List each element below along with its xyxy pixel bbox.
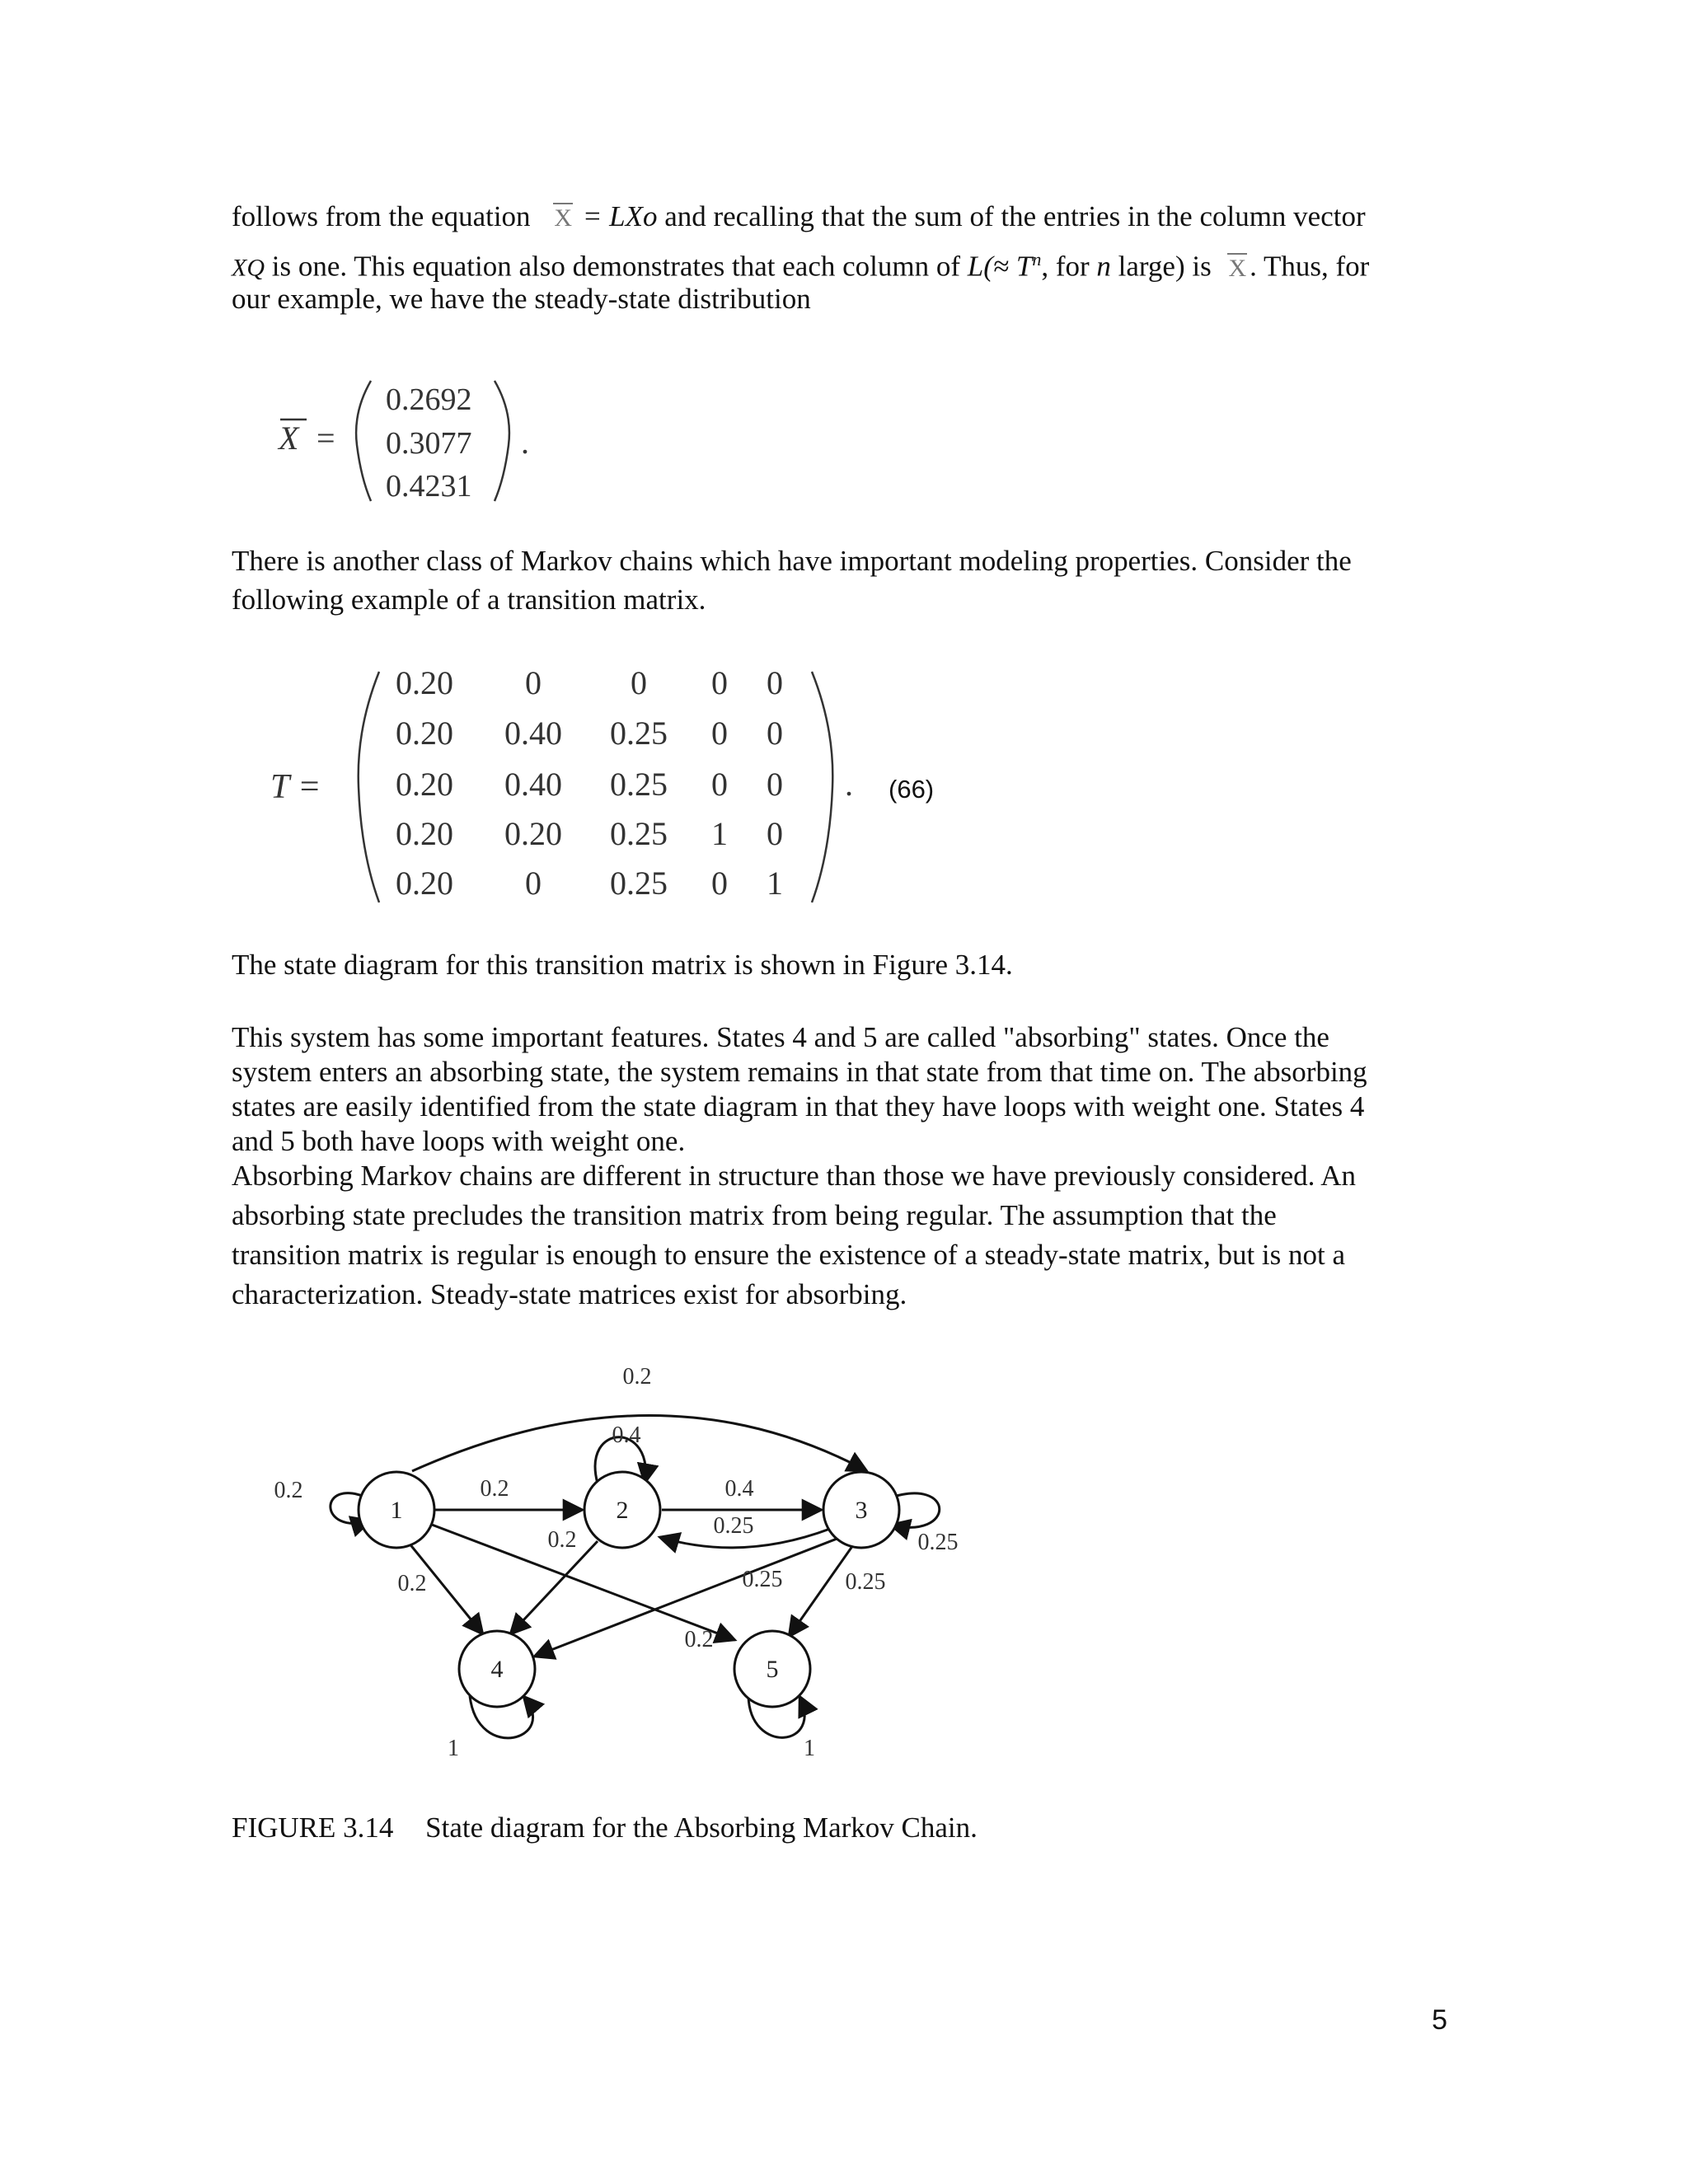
edge-label-1-4: 0.2 (397, 1571, 427, 1596)
paragraph-line: our example, we have the steady-state distribution (232, 283, 811, 315)
vector-entry: 0.4231 (386, 469, 472, 504)
steady-state-equation (264, 354, 643, 519)
edge-label-loop-5: 1 (804, 1736, 815, 1761)
text-run: , for (1041, 250, 1090, 283)
vector-entry: 0.2692 (386, 382, 472, 417)
node-label: 4 (490, 1656, 504, 1683)
paragraph-line: absorbing state precludes the transition matrix from being regular. The assumption that the (232, 1199, 1277, 1231)
figure-label: FIGURE 3.14 (232, 1811, 394, 1844)
text-run: L(≈ T (967, 250, 1033, 283)
edge-label-3-2: 0.25 (713, 1513, 754, 1539)
paragraph-line: characterization. Steady-state matrices exist for absorbing. (232, 1278, 907, 1310)
paragraph-diagram-reference: The state diagram for this transition matrix is shown in Figure 3.14. (232, 949, 1013, 981)
right-paren (812, 672, 832, 902)
matrix-cell: 0.20 (504, 815, 562, 852)
matrix-cell: 0 (711, 865, 728, 902)
edge-label-loop-2: 0.4 (612, 1422, 641, 1448)
edge-label-loop-4: 1 (448, 1736, 459, 1761)
x-bar-lhs: X (279, 419, 299, 457)
vector-entry: 0.3077 (386, 426, 472, 461)
text-run: follows from the equation (232, 200, 531, 232)
matrix-cell: 0 (711, 766, 728, 803)
matrix-cell: 0 (767, 815, 783, 852)
period: . (521, 424, 529, 461)
matrix-cell: 0.40 (504, 715, 562, 752)
matrix-cell: 0.25 (610, 766, 668, 803)
matrix-cell: 0.20 (396, 865, 453, 902)
period: . (845, 766, 853, 803)
equation-inline: = LXo (582, 200, 658, 232)
equals-sign: = (316, 419, 335, 457)
matrix-cell: 0.25 (610, 865, 668, 902)
paragraph-line: and 5 both have loops with weight one. (232, 1125, 686, 1157)
matrix-cell: 1 (711, 815, 728, 852)
matrix-cell: 0.20 (396, 815, 453, 852)
matrix-cell: 0 (525, 865, 542, 902)
matrix-cell: 0 (767, 664, 783, 701)
matrix-cell: 0 (711, 664, 728, 701)
text-run: . Thus, for (1250, 250, 1370, 283)
matrix-cell: 0.20 (396, 715, 453, 752)
matrix-lhs: T = (270, 768, 321, 806)
paragraph-line: transition matrix is regular is enough to ensure the existence of a steady-state matrix, but is not a (232, 1239, 1346, 1271)
right-paren (495, 381, 509, 501)
x-bar-symbol: X (551, 201, 575, 236)
state-diagram (247, 1352, 989, 1780)
node-label: 1 (390, 1497, 403, 1524)
paragraph-line: system enters an absorbing state, the system remains in that state from that time on. The absorbing (232, 1056, 1367, 1088)
matrix-cell: 1 (767, 865, 783, 902)
node-label: 2 (616, 1497, 629, 1524)
edge-label-1-5: 0.2 (684, 1627, 714, 1652)
edge-label-2-3: 0.4 (724, 1476, 754, 1502)
edge-label-3-4: 0.25 (845, 1569, 886, 1595)
node-label: 5 (766, 1656, 779, 1683)
matrix-cell: 0 (631, 664, 647, 701)
edge-1-5 (432, 1525, 735, 1640)
paragraph-absorbing-intro (232, 544, 1451, 617)
x-bar-symbol: X (1225, 251, 1250, 286)
paragraph-steady-state-intro (232, 199, 1451, 316)
variable-xq: XQ (232, 254, 265, 282)
matrix-cell: 0 (525, 664, 542, 701)
matrix-cell: 0 (711, 715, 728, 752)
edge-2-4 (510, 1541, 598, 1634)
variable-n: n (1096, 250, 1111, 283)
paragraph-line (232, 242, 1451, 282)
matrix-cell: 0.20 (396, 664, 453, 701)
matrix-cell: 0.25 (610, 715, 668, 752)
paragraph-line: following example of a transition matrix. (232, 583, 706, 616)
edge-label-1-2: 0.2 (480, 1476, 509, 1502)
edge-label-1-3: 0.2 (622, 1364, 652, 1390)
paragraph-line: This system has some important features. States 4 and 5 are called "absorbing" states. Once the (232, 1021, 1329, 1053)
equation-label: (66) (889, 775, 935, 804)
paragraph-line: Absorbing Markov chains are different in structure than those we have previously considered. An (232, 1160, 1356, 1192)
node-label: 3 (855, 1497, 868, 1524)
paragraph-line: states are easily identified from the state diagram in that they have loops with weight one. States 4 (232, 1090, 1365, 1122)
page-number: 5 (1432, 2004, 1447, 2036)
superscript-n: n (1032, 249, 1042, 269)
edge-label-loop-3: 0.25 (917, 1530, 959, 1555)
figure-caption (232, 1811, 978, 1844)
left-paren (356, 381, 371, 501)
text-run: is one. This equation also demonstrates that each column of (271, 250, 961, 283)
left-paren (359, 672, 379, 902)
matrix-cell: 0.25 (610, 815, 668, 852)
figure-caption-text: State diagram for the Absorbing Markov Chain. (425, 1811, 978, 1844)
edge-label-loop-1: 0.2 (274, 1478, 303, 1503)
paragraph-line (232, 199, 1451, 242)
paragraph-line: There is another class of Markov chains which have important modeling properties. Consider the (232, 545, 1352, 577)
edge-label-3-5: 0.25 (742, 1567, 783, 1592)
matrix-cell: 0 (767, 766, 783, 803)
paragraph-absorbing-features (232, 1020, 1451, 1312)
edge-label-2-4: 0.2 (547, 1527, 577, 1553)
text-run: large) is (1118, 250, 1212, 283)
matrix-cell: 0.40 (504, 766, 562, 803)
matrix-cell: 0 (767, 715, 783, 752)
matrix-cell: 0.20 (396, 766, 453, 803)
text-run: and recalling that the sum of the entries in the column vector (664, 200, 1366, 232)
